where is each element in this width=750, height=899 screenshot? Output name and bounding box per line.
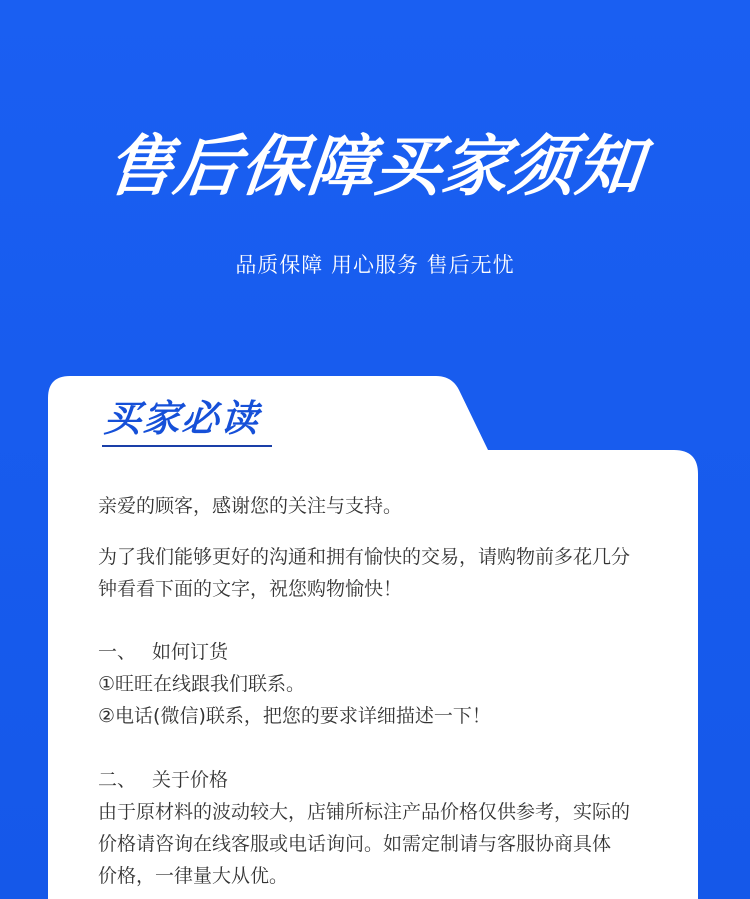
- list-item: ①旺旺在线跟我们联系。: [98, 673, 306, 695]
- list-item: ②电话(微信)联系，把您的要求详细描述一下！: [98, 705, 491, 727]
- section-number: 一、: [98, 641, 137, 663]
- page-subtitle: 品质保障 用心服务 售后无忧: [235, 253, 515, 277]
- section-title: 如何订货: [152, 641, 229, 663]
- paragraph-line: 价格请咨询在线客服或电话询问。如需定制请与客服协商具体: [98, 833, 612, 855]
- section-heading-pricing: [98, 764, 228, 796]
- section-heading-ordering: [98, 636, 228, 668]
- paragraph-line: 钟看看下面的文字，祝您购物愉快！: [98, 578, 403, 600]
- paragraph-line: 为了我们能够更好的沟通和拥有愉快的交易，请购物前多花几分: [98, 546, 631, 568]
- intro-text: 亲爱的顾客，感谢您的关注与支持。: [98, 495, 403, 517]
- section-title: 关于价格: [152, 769, 229, 791]
- card-heading-underline: [102, 445, 272, 447]
- paragraph-line: 由于原材料的波动较大，店铺所标注产品价格仅供参考，实际的: [98, 801, 631, 823]
- card-heading: 买家必读: [102, 397, 262, 440]
- paragraph-line: 价格，一律量大从优。: [98, 865, 289, 887]
- section-number: 二、: [98, 769, 137, 791]
- page-title: 售后保障买家须知: [103, 128, 648, 205]
